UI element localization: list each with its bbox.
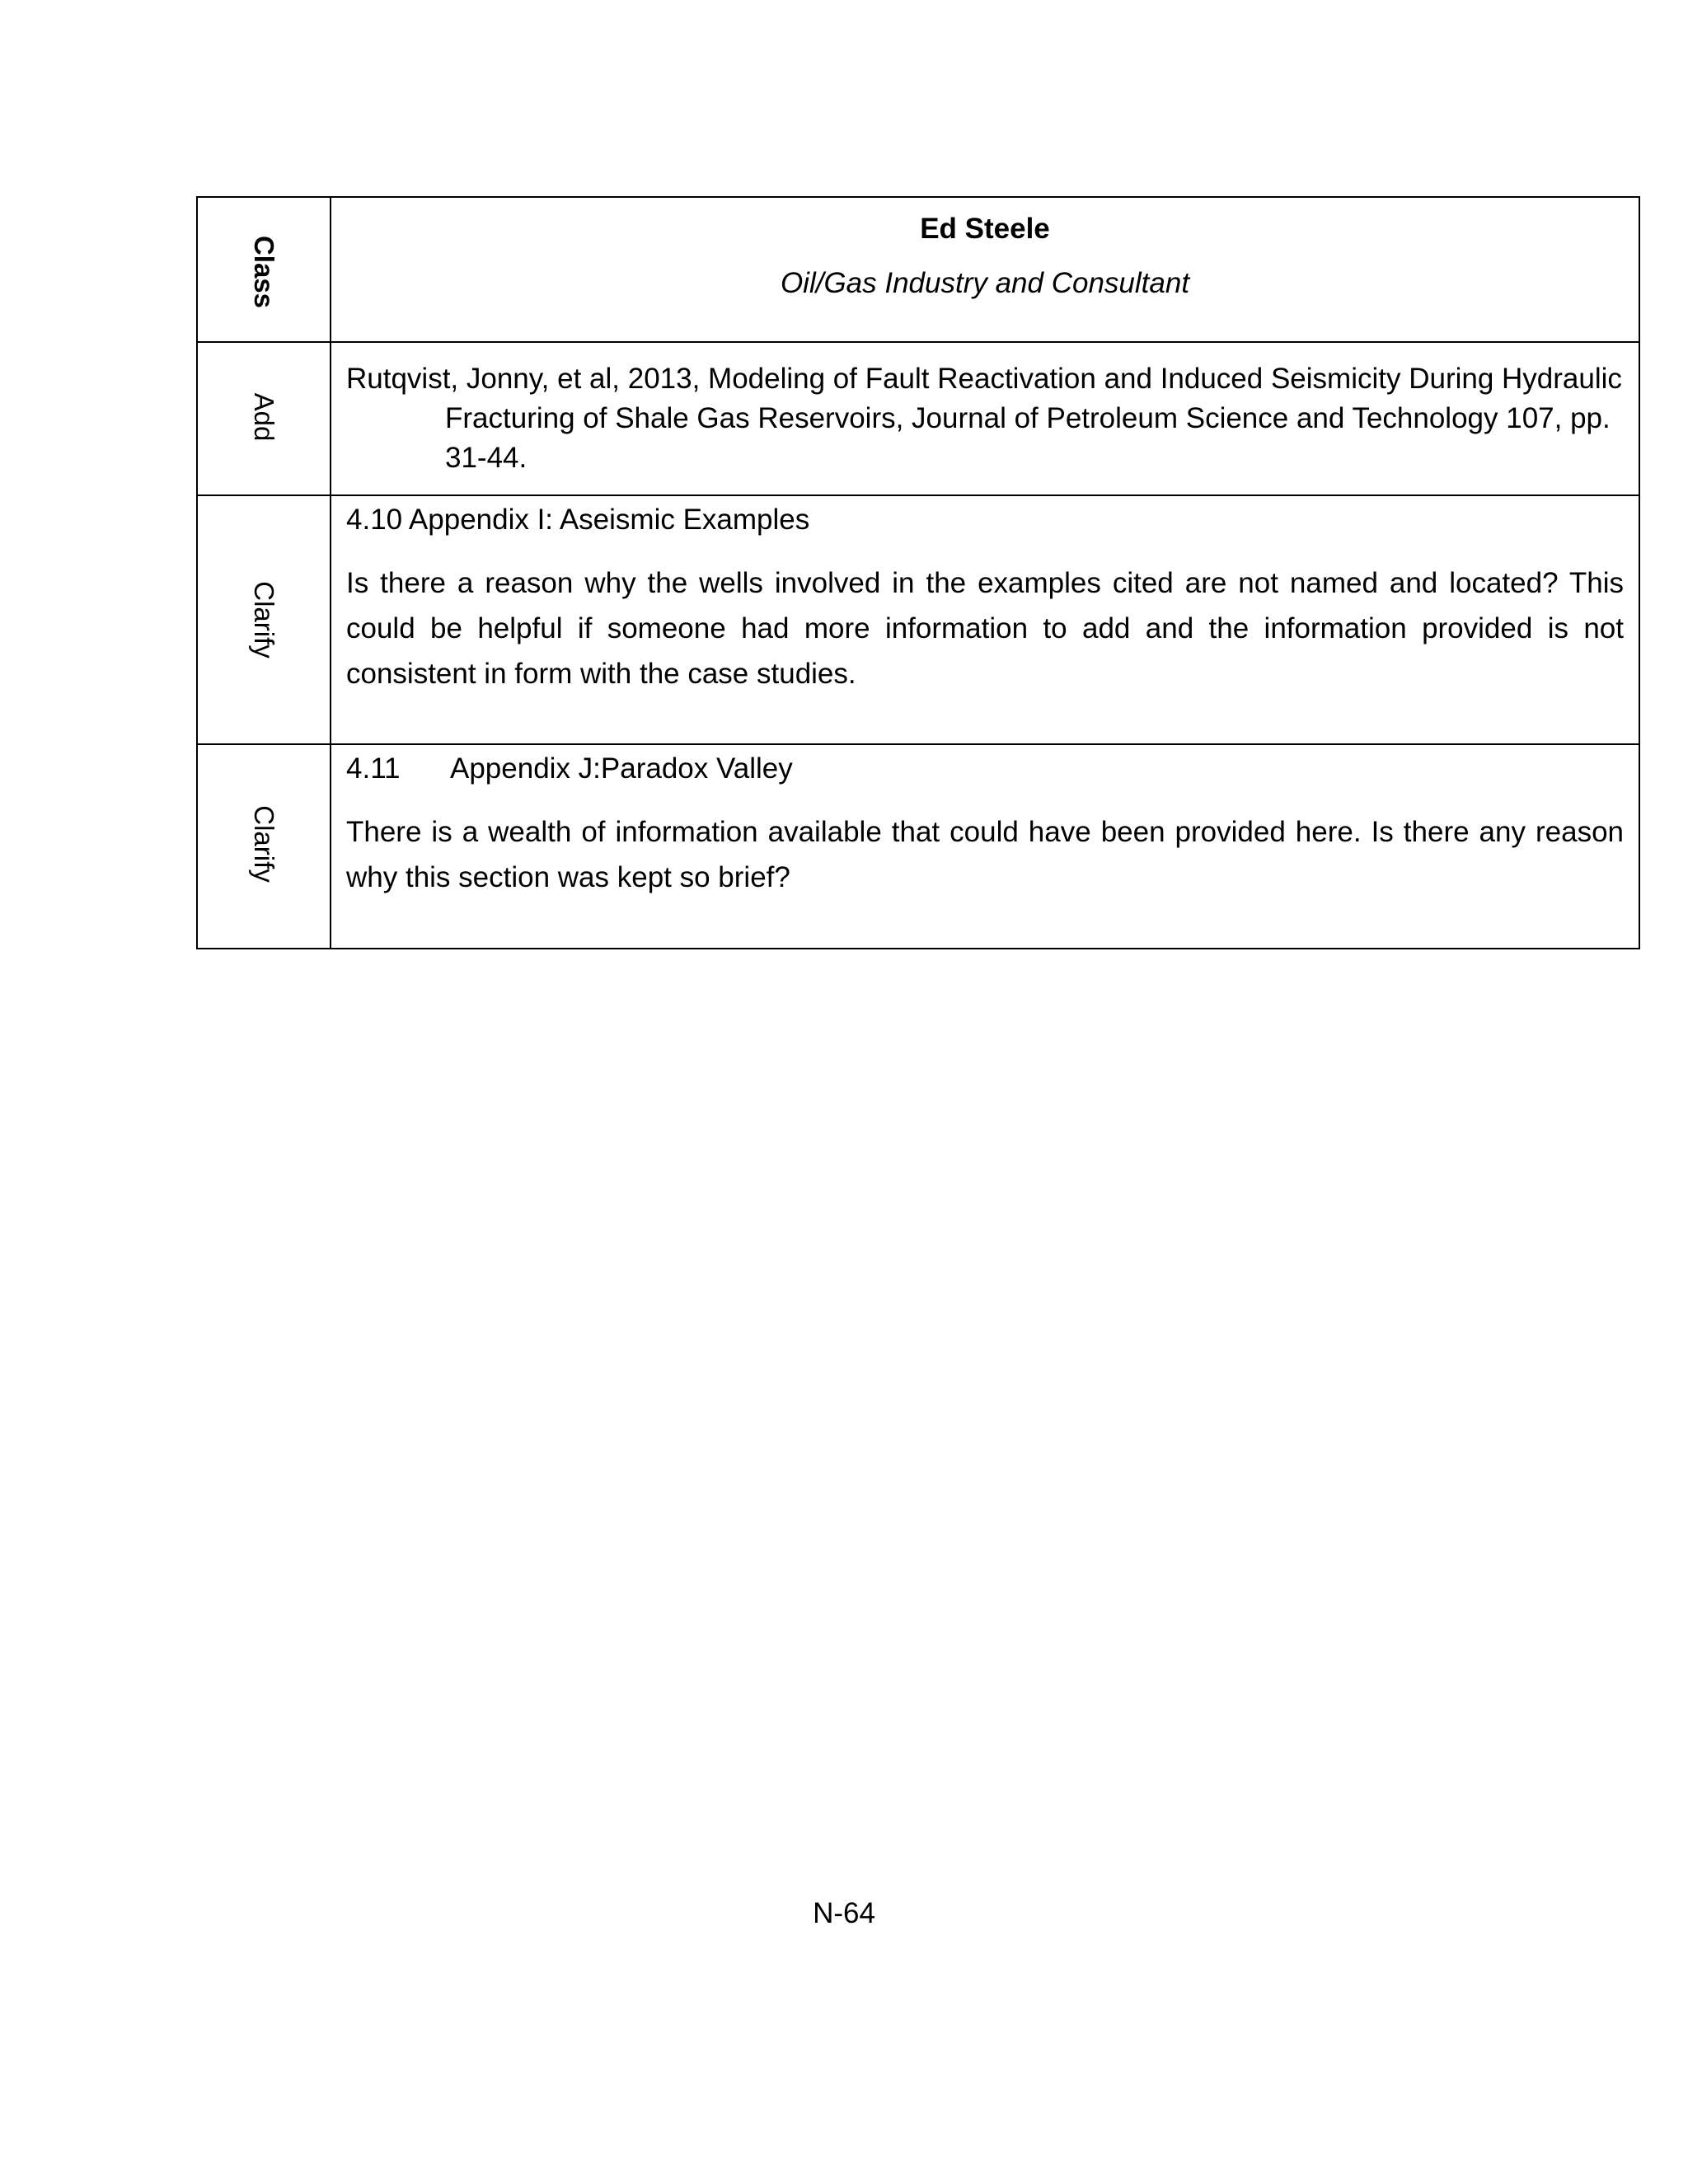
page-number: N-64 bbox=[813, 1897, 875, 1929]
class-label: Clarify bbox=[249, 805, 279, 883]
class-header-label: Class bbox=[249, 235, 279, 309]
table-row bbox=[197, 342, 1639, 495]
table-header-row bbox=[197, 197, 1639, 342]
section-title: Appendix J:Paradox Valley bbox=[450, 752, 793, 785]
reference-cell bbox=[331, 342, 1639, 495]
commenter-name: Ed Steele bbox=[920, 213, 1050, 245]
table-row bbox=[197, 495, 1639, 744]
class-label: Clarify bbox=[249, 581, 279, 658]
commenter-organization: Oil/Gas Industry and Consultant bbox=[780, 267, 1190, 299]
table-row bbox=[197, 744, 1639, 949]
class-cell bbox=[197, 342, 331, 495]
comment-table bbox=[196, 196, 1640, 949]
section-title: 4.10 Appendix I: Aseismic Examples bbox=[346, 504, 810, 536]
class-header-cell bbox=[197, 197, 331, 342]
class-label: Add bbox=[249, 392, 279, 442]
section-heading bbox=[346, 750, 1624, 788]
class-cell bbox=[197, 744, 331, 949]
class-cell bbox=[197, 495, 331, 744]
commenter-header-cell bbox=[331, 197, 1639, 342]
comment-text: There is a wealth of information available that could have been provided here. Is there any reason why this section was kept so brief? bbox=[346, 816, 1624, 893]
comment-text: Is there a reason why the wells involved in the examples cited are not named and located? This could be helpful if someone had more information to add and the information provided is not consistent in form with the case studies. bbox=[346, 567, 1624, 690]
section-number: 4.11 bbox=[346, 752, 401, 785]
reference-text: Rutqvist, Jonny, et al, 2013, Modeling of Fault Reactivation and Induced Seismicity During Hydraulic Fracturing of Shale Gas Reservoirs, Journal of Petroleum Science and Technology 107, pp. 31-44. bbox=[346, 363, 1622, 474]
comment-cell bbox=[331, 495, 1639, 744]
comment-cell bbox=[331, 744, 1639, 949]
